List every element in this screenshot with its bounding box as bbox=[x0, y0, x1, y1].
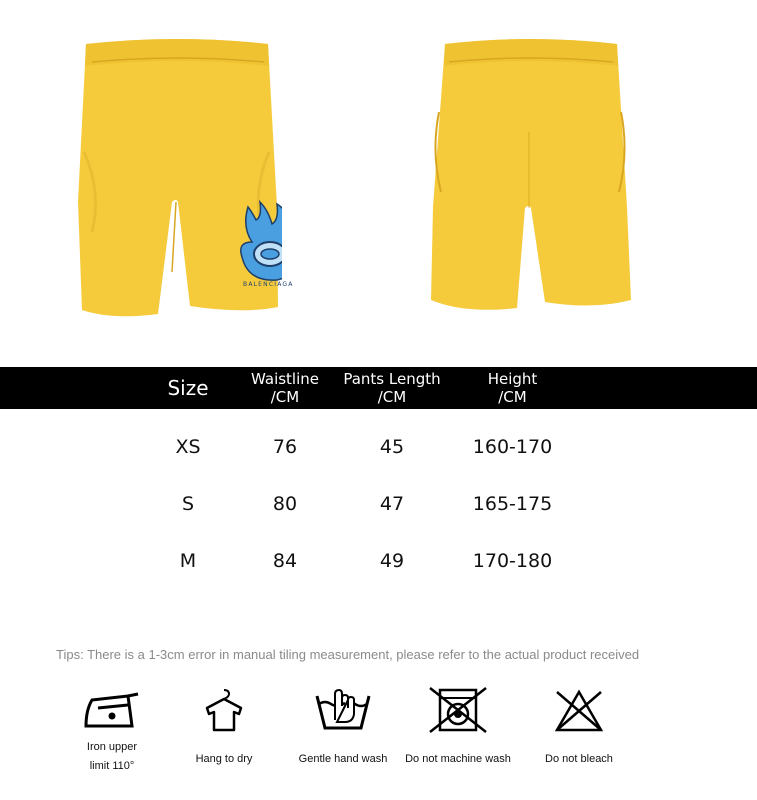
height-cell: 165-175 bbox=[472, 493, 553, 515]
shorts-front-image bbox=[72, 32, 282, 322]
size-cell: S bbox=[181, 493, 195, 515]
care-bleach: Do not bleach bbox=[514, 686, 644, 786]
measurement-tips: Tips: There is a 1-3cm error in manual tiling measurement, please refer to the actual product received bbox=[56, 647, 640, 662]
hand-wash-icon bbox=[313, 686, 373, 734]
size-cell: M bbox=[179, 550, 197, 572]
header-height: Height /CM bbox=[487, 370, 538, 406]
table-row bbox=[0, 546, 757, 576]
hanger-icon bbox=[199, 686, 249, 734]
header-waistline: Waistline /CM bbox=[251, 370, 319, 406]
pants-length-cell: 49 bbox=[379, 550, 405, 572]
shorts-back-image bbox=[425, 32, 635, 322]
care-iron: Iron upper limit 110° bbox=[47, 686, 177, 786]
waistline-cell: 76 bbox=[272, 436, 298, 458]
care-machine: Do not machine wash bbox=[393, 686, 523, 786]
no-machine-wash-icon bbox=[426, 686, 490, 734]
iron-icon bbox=[82, 686, 142, 734]
no-bleach-icon bbox=[549, 686, 609, 734]
header-size: Size bbox=[167, 376, 209, 400]
size-cell: XS bbox=[175, 436, 201, 458]
header-pants-length: Pants Length /CM bbox=[343, 370, 441, 406]
logo-text: BALENCIAGA bbox=[243, 281, 294, 288]
waistline-cell: 84 bbox=[272, 550, 298, 572]
table-row bbox=[0, 489, 757, 519]
table-row bbox=[0, 432, 757, 462]
height-cell: 170-180 bbox=[472, 550, 553, 572]
pants-length-cell: 47 bbox=[379, 493, 405, 515]
waistline-cell: 80 bbox=[272, 493, 298, 515]
height-cell: 160-170 bbox=[472, 436, 553, 458]
pants-length-cell: 45 bbox=[379, 436, 405, 458]
size-table-header bbox=[0, 367, 757, 409]
care-hang: Hang to dry bbox=[159, 686, 289, 786]
care-hand: Gentle hand wash bbox=[278, 686, 408, 786]
